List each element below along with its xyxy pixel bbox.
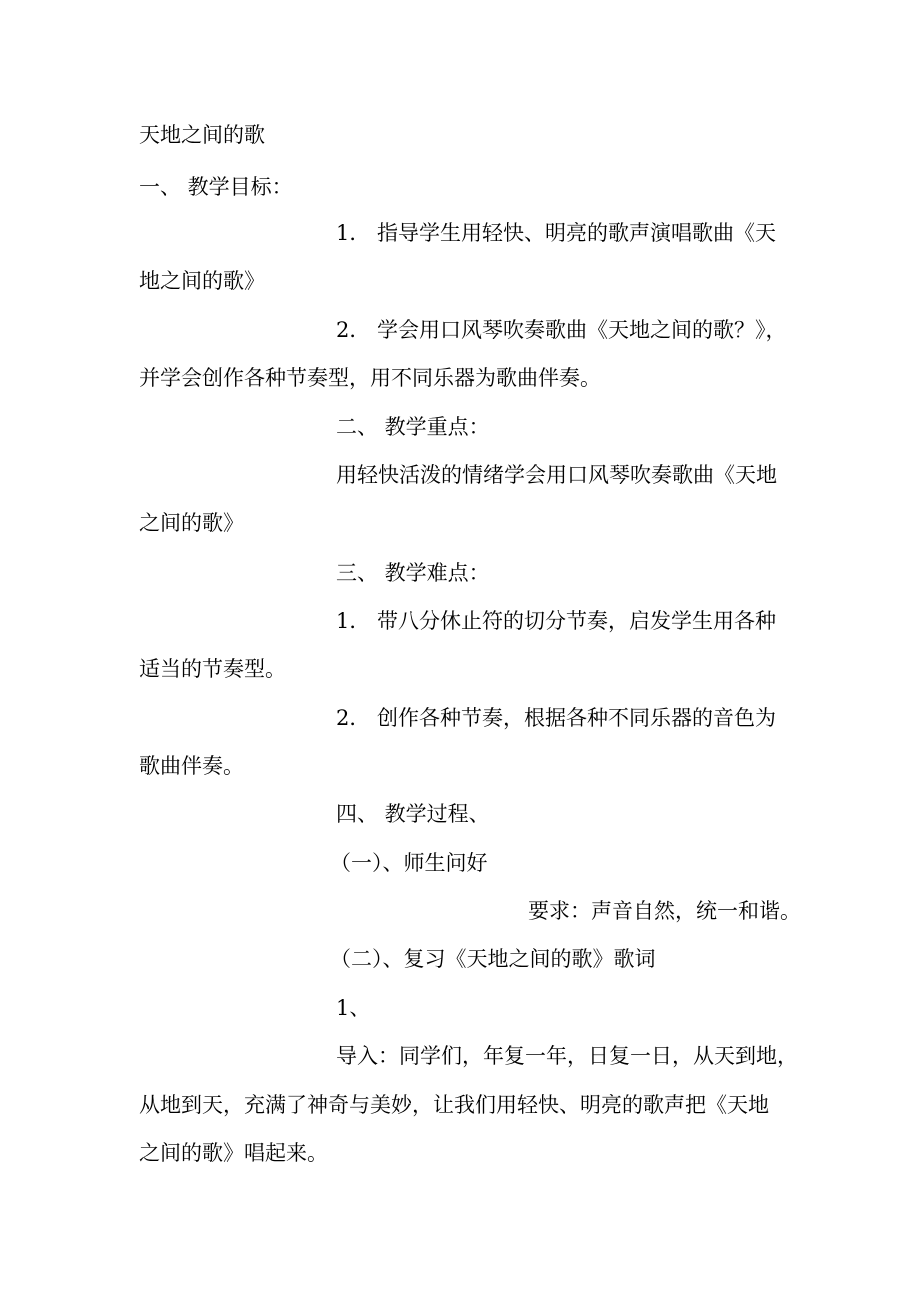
focus-line-2: 之间的歌》: [139, 511, 244, 535]
difficulty-1-line-1: 1． 带八分休止符的切分节奏，启发学生用各种: [336, 609, 777, 633]
document-title: 天地之间的歌: [139, 123, 265, 147]
section-heading-goals: 一、 教学目标：: [139, 175, 293, 199]
focus-line-1: 用轻快活泼的情绪学会用口风琴吹奏歌曲《天地: [336, 463, 777, 487]
difficulty-2-line-1: 2． 创作各种节奏，根据各种不同乐器的音色为: [336, 706, 777, 730]
step-2-line-2: 从地到天，充满了神奇与美妙，让我们用轻快、明亮的歌声把《天地: [139, 1093, 769, 1117]
step-2-line-1: 导入：同学们，年复一年，日复一日，从天到地，: [336, 1044, 798, 1068]
goal-2-line-1: 2． 学会用口风琴吹奏歌曲《天地之间的歌？》，: [336, 318, 787, 342]
section-heading-difficulty: 三、 教学难点：: [336, 561, 490, 585]
goal-2-line-2: 并学会创作各种节奏型，用不同乐器为歌曲伴奏。: [139, 366, 601, 390]
step-2-line-3: 之间的歌》唱起来。: [139, 1141, 328, 1165]
step-2-number: 1、: [336, 996, 371, 1020]
difficulty-1-line-2: 适当的节奏型。: [139, 657, 286, 681]
step-2-heading: （二）、复习《天地之间的歌》歌词: [330, 947, 656, 971]
step-1-requirement: 要求：声音自然，统一和谐。: [528, 899, 801, 923]
goal-1-line-1: 1． 指导学生用轻快、明亮的歌声演唱歌曲《天: [336, 221, 777, 245]
section-heading-focus: 二、 教学重点：: [336, 415, 490, 439]
step-1-heading: （一）、师生问好: [330, 851, 488, 875]
difficulty-2-line-2: 歌曲伴奏。: [139, 754, 244, 778]
goal-1-line-2: 地之间的歌》: [139, 269, 265, 293]
section-heading-process: 四、 教学过程、: [336, 802, 490, 826]
